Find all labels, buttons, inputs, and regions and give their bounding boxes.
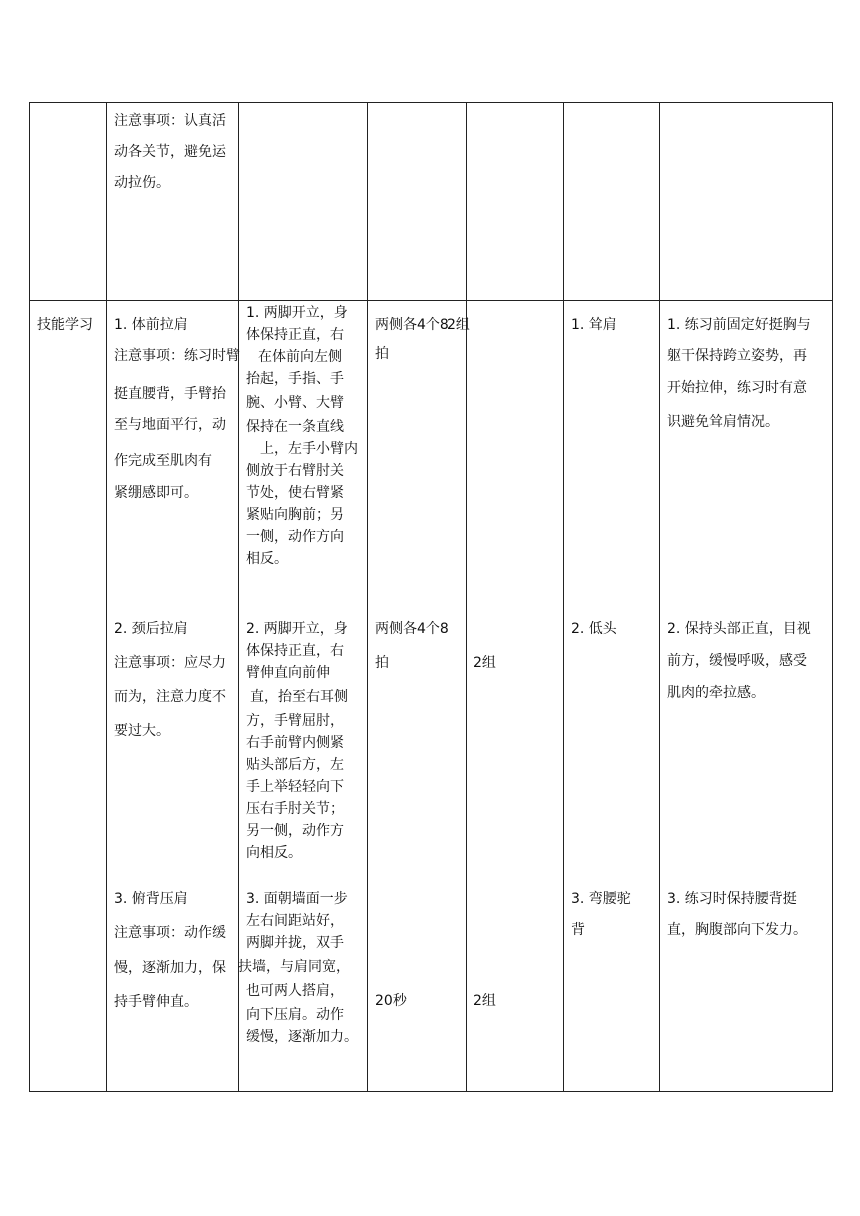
item2-correction-line: 2. 保持头部正直，目视: [667, 621, 811, 637]
item2-mistake: 2. 低头: [571, 621, 617, 637]
column-divider: [238, 102, 239, 1092]
item3-duration: 20秒: [375, 993, 407, 1009]
item1-method-line: 上，左手小臂内: [260, 441, 358, 457]
item2-method-line: 另一侧，动作方: [246, 823, 344, 839]
item3-mistake-line: 3. 弯腰驼: [571, 891, 631, 907]
item2-correction-line: 前方，缓慢呼吸，感受: [667, 653, 807, 669]
item1-note-line: 作完成至肌肉有: [114, 453, 212, 469]
item1-correction-line: 开始拉伸，练习时有意: [667, 380, 807, 396]
item1-note-line: 至与地面平行，动: [114, 417, 226, 433]
column-divider: [367, 102, 368, 1092]
item2-correction-line: 肌肉的牵拉感。: [667, 685, 765, 701]
item2-title: 2. 颈后拉肩: [114, 621, 188, 637]
item2-method-line: 压右手肘关节；: [246, 801, 344, 817]
item1-method-line: 抬起，手指、手: [246, 371, 344, 387]
column-divider: [466, 102, 467, 1092]
item3-mistake-line: 背: [571, 922, 585, 938]
item2-note-line: 要过大。: [114, 723, 170, 739]
row1-note-line: 注意事项：认真活: [114, 113, 226, 129]
column-divider: [106, 102, 107, 1092]
item1-note-line: 挺直腰背，手臂抬: [114, 386, 226, 402]
item3-method-line: 缓慢，逐渐加力。: [246, 1029, 358, 1045]
item3-note-line: 注意事项：动作缓: [114, 925, 226, 941]
column-divider: [659, 102, 660, 1092]
item1-note-line: 注意事项：练习时臂: [114, 348, 240, 364]
row1-note-line: 动拉伤。: [114, 175, 170, 191]
item2-reps-unit: 拍: [375, 655, 389, 671]
item1-method-line: 侧放于右臂肘关: [246, 463, 344, 479]
item1-reps: 两侧各4个8: [375, 317, 449, 333]
item1-correction-line: 躯干保持跨立姿势，再: [667, 348, 807, 364]
column-divider: [563, 102, 564, 1092]
item2-note-line: 注意事项：应尽力: [114, 655, 226, 671]
category-label: 技能学习: [37, 317, 93, 333]
item1-method-line: 腕、小臂、大臂: [246, 395, 344, 411]
item1-method-line: 1. 两脚开立，身: [246, 305, 348, 321]
item1-method-line: 节处，使右臂紧: [246, 485, 344, 501]
item1-correction-line: 识避免耸肩情况。: [667, 414, 779, 430]
item1-reps-unit: 拍: [375, 346, 389, 362]
item2-method-line: 方，手臂屈肘，: [246, 713, 344, 729]
item3-title: 3. 俯背压肩: [114, 891, 188, 907]
item2-method-line: 臂伸直向前伸: [246, 665, 330, 681]
item2-reps: 两侧各4个8: [375, 621, 449, 637]
table-border-top: [29, 102, 833, 103]
item1-method-line: 保持在一条直线: [246, 419, 344, 435]
item3-method-line: 也可两人搭肩，: [246, 983, 344, 999]
item2-method-line: 直，抬至右耳侧: [250, 689, 348, 705]
item1-sets: 2组: [447, 317, 470, 333]
row1-note-line: 动各关节，避免运: [114, 144, 226, 160]
item2-method-line: 手上举轻轻向下: [246, 779, 344, 795]
item3-method-line: 扶墙，与肩同宽，: [238, 959, 350, 975]
item2-method-line: 右手前臂内侧紧: [246, 735, 344, 751]
item1-title: 1. 体前拉肩: [114, 317, 188, 333]
item2-method-line: 贴头部后方，左: [246, 757, 344, 773]
item2-note-line: 而为，注意力度不: [114, 689, 226, 705]
item3-method-line: 两脚并拢，双手: [246, 935, 344, 951]
item3-method-line: 左右间距站好，: [246, 913, 344, 929]
item1-note-line: 紧绷感即可。: [114, 485, 198, 501]
item3-note-line: 持手臂伸直。: [114, 994, 198, 1010]
item3-sets: 2组: [473, 993, 496, 1009]
item2-method-line: 向相反。: [246, 845, 302, 861]
item1-mistake: 1. 耸肩: [571, 317, 617, 333]
item1-method-line: 相反。: [246, 551, 288, 567]
item1-method-line: 紧贴向胸前；另: [246, 507, 344, 523]
item3-correction-line: 3. 练习时保持腰背挺: [667, 891, 797, 907]
item2-sets: 2组: [473, 655, 496, 671]
row-divider: [29, 300, 833, 301]
item1-correction-line: 1. 练习前固定好挺胸与: [667, 317, 811, 333]
item3-method-line: 3. 面朝墙面一步: [246, 891, 348, 907]
item3-correction-line: 直，胸腹部向下发力。: [667, 922, 807, 938]
item1-method-line: 一侧，动作方向: [246, 529, 344, 545]
item2-method-line: 2. 两脚开立，身: [246, 621, 348, 637]
item3-method-line: 向下压肩。动作: [246, 1007, 344, 1023]
item1-method-line: 在体前向左侧: [258, 349, 342, 365]
table-border-bottom: [29, 1091, 833, 1092]
table-border-right: [832, 102, 833, 1092]
item1-method-line: 体保持正直，右: [246, 327, 344, 343]
table-border-left: [29, 102, 30, 1092]
item3-note-line: 慢，逐渐加力，保: [114, 960, 226, 976]
item2-method-line: 体保持正直，右: [246, 643, 344, 659]
